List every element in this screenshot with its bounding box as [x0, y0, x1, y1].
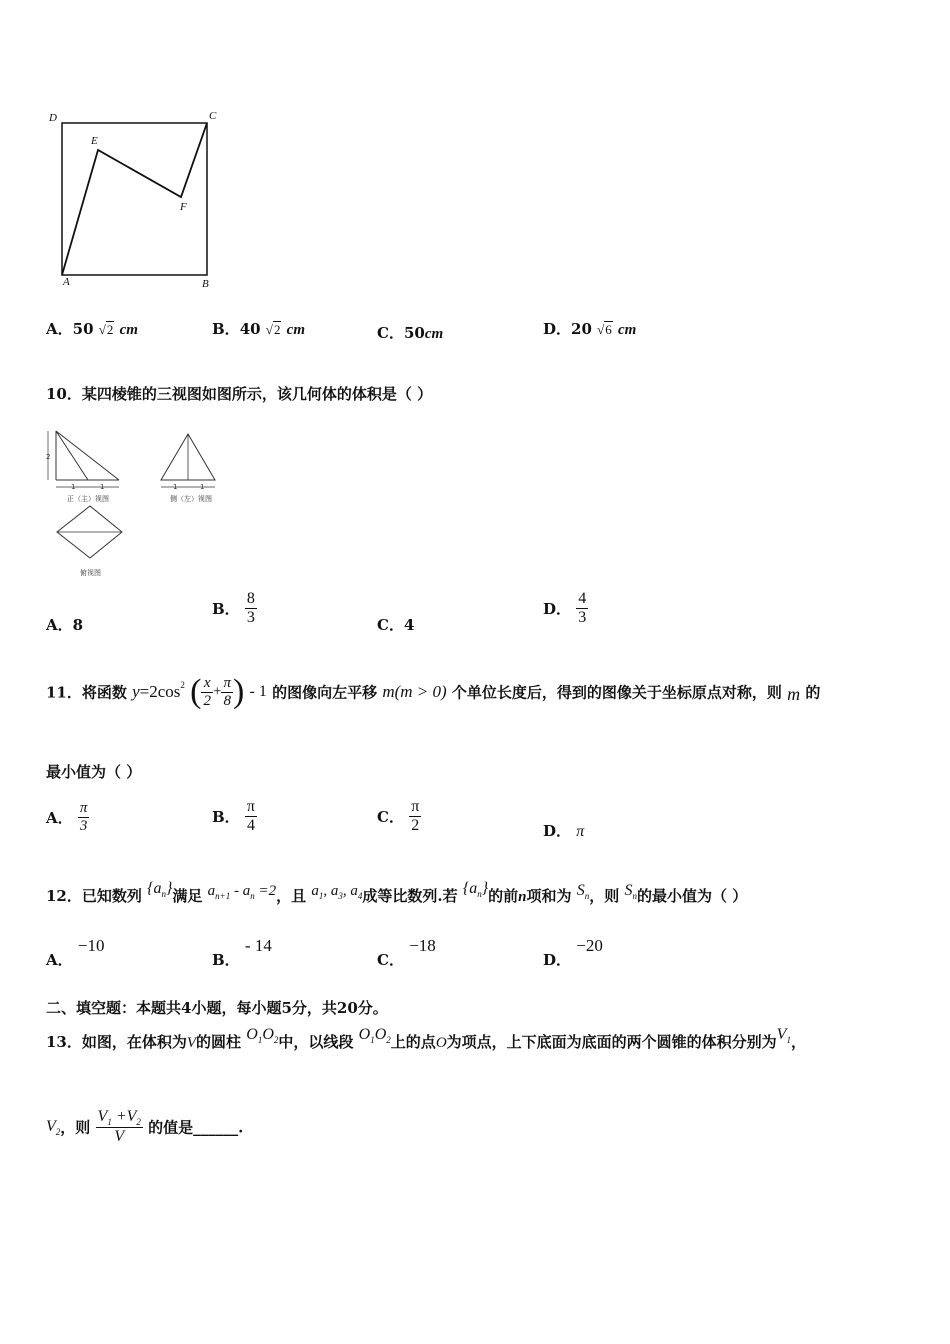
q12-option-d[interactable]: D． −20 [543, 936, 603, 969]
square-figure [40, 105, 230, 295]
side-width-2: 1 [200, 483, 205, 491]
q12-option-c[interactable]: C． −18 [377, 936, 436, 969]
front-height-label: 2 [46, 453, 51, 461]
side-width-1: 1 [173, 483, 178, 491]
q10-option-a[interactable]: A．8 [46, 616, 84, 634]
q13-stem-line2: $V_2$，则 $\frac{V_1 +V_2}{V}$ 的值是______. [46, 1108, 244, 1145]
front-width-2: 1 [100, 483, 105, 491]
front-width-1: 1 [71, 483, 76, 491]
label-d: D [49, 112, 57, 124]
top-view-label: 俯视图 [80, 569, 101, 577]
q11-option-c[interactable]: C． $\frac{\pi}{2}$ [377, 798, 420, 834]
q9-option-d[interactable]: D．20 √6 cm [543, 320, 637, 338]
q9-option-b[interactable]: B．40 √2 cm [212, 320, 305, 338]
label-b: B [202, 278, 209, 290]
label-a: A [63, 276, 70, 288]
q13-stem: 13．如图，在体积为V的圆柱 $O_1O_2$中，以线段 $O_1O_2$上的点O为项点，上下底面为底面的两个圆锥的体积分别为$V_1$， [46, 1026, 806, 1051]
section-2-heading: 二、填空题：本题共4小题，每小题5分，共20分。 [46, 999, 388, 1017]
q11-option-b[interactable]: B． $\frac{\pi}{4}$ [212, 798, 255, 834]
q11-stem-line2: 最小值为（ ） [46, 763, 142, 781]
q10-option-c[interactable]: C．4 [377, 616, 415, 634]
q9-option-c[interactable]: C．50cm [377, 324, 444, 342]
side-view-label: 侧（左）视图 [170, 495, 212, 503]
q11-option-a[interactable]: A． $\frac{\pi}{3}$ [46, 800, 88, 834]
q10-option-b[interactable]: B． $\frac{8}{3}$ [212, 590, 255, 626]
label-f: F [180, 201, 187, 213]
label-e: E [91, 135, 98, 147]
q12-stem: 12．已知数列 $\{a_n\}$满足 $a_{n+1} - a_n =2$，且 $a_1$, $a_3$, $a_4$成等比数列.若 $\{a_n\}$的前n项和为 $S_n$，则 $S_n$的最小值为（ ） [46, 880, 748, 905]
front-view-label: 正（主）视图 [67, 495, 109, 503]
q11-stem: 11．将函数 $y=2\cos^2$ ( $\frac{x}{2}$ + $\frac{\pi}{8}$ ) - 1 的图像向左平移 m(m > 0) 个单位长度后，得到的图像关于坐标原点对称，则 m 的 [46, 673, 821, 710]
path-aefc [62, 123, 207, 275]
q10-stem: 10．某四棱锥的三视图如图所示，该几何体的体积是（ ） [46, 385, 433, 403]
label-c: C [209, 110, 217, 122]
q11-option-d[interactable]: D． π [543, 822, 585, 840]
q12-option-b[interactable]: B． - 14 [212, 936, 272, 969]
q9-option-a[interactable]: A．50 √2 cm [46, 320, 138, 338]
q10-option-d[interactable]: D． $\frac{4}{3}$ [543, 590, 587, 626]
q12-option-a[interactable]: A． −10 [46, 936, 105, 969]
